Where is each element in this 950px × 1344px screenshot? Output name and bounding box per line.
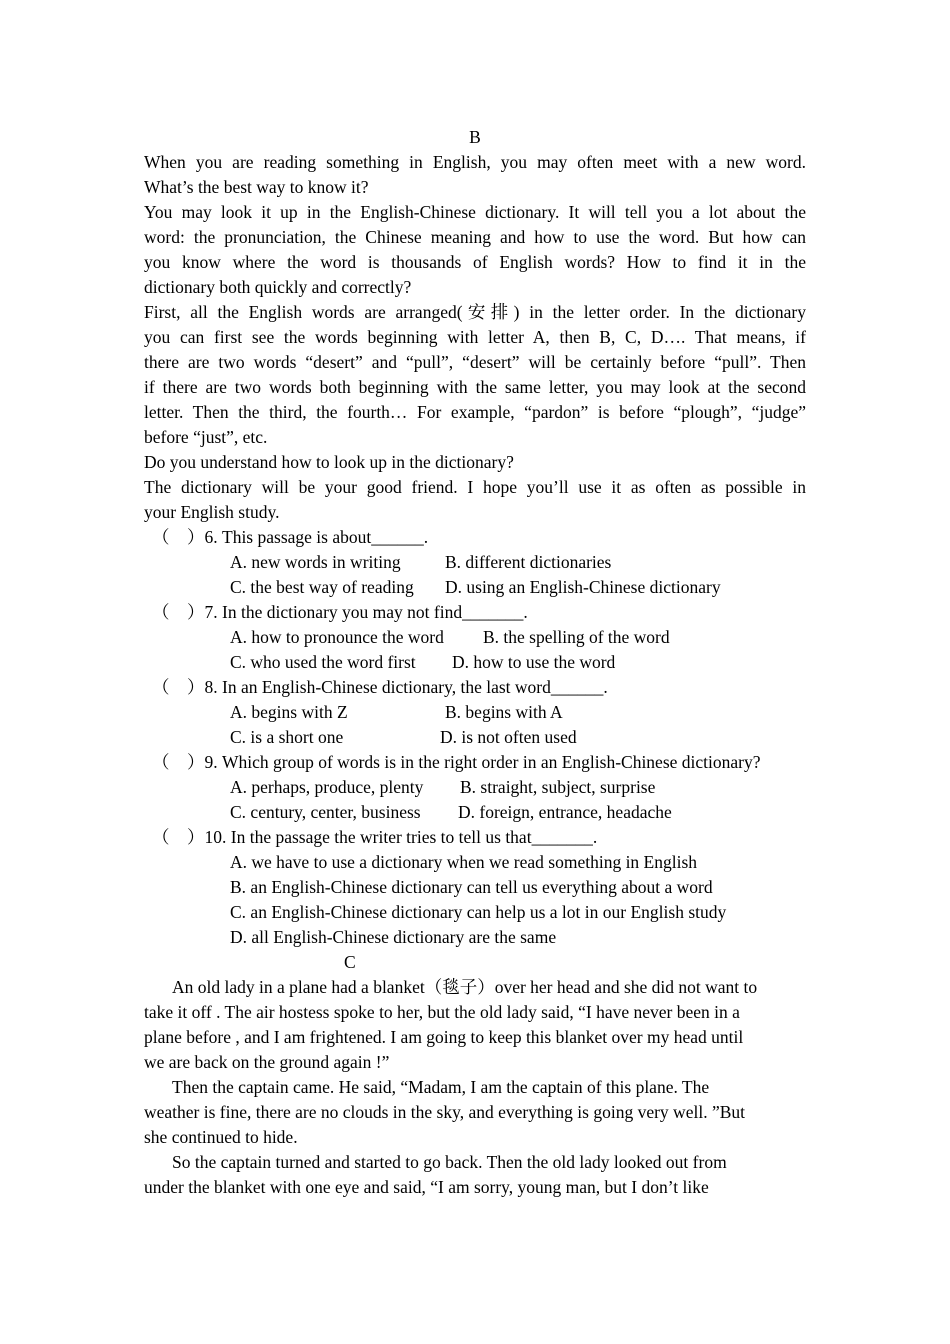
b-para3-line: you can first see the words beginning with letter A, then B, C, D…. That means, if [144, 327, 806, 347]
b-para2-line: dictionary both quickly and correctly? [144, 277, 412, 297]
section-c-heading: C [344, 952, 356, 972]
option-a: A. begins with Z [230, 702, 348, 722]
option-b: B. the spelling of the word [483, 627, 670, 647]
option-b: B. begins with A [445, 702, 563, 722]
c-para3-line: So the captain turned and started to go back. Then the old lady looked out from [172, 1152, 727, 1172]
question-7-options-row [144, 625, 806, 650]
b-para3-line: First, all the English words are arranged(安排) in the letter order. In the dictionary [144, 302, 806, 322]
question-8-stem: （ ）8. In an English-Chinese dictionary, the last word______. [152, 677, 608, 697]
document-page [144, 125, 806, 1200]
question-6-stem: （ ）6. This passage is about______. [152, 527, 429, 547]
question-6-options-row [144, 575, 806, 600]
question-8-options-row [144, 700, 806, 725]
option-c: C. who used the word first [230, 652, 416, 672]
b-para1-line: What’s the best way to know it? [144, 177, 369, 197]
question-7-options-row [144, 650, 806, 675]
c-para2-line: she continued to hide. [144, 1127, 298, 1147]
question-10-option-d: D. all English-Chinese dictionary are the same [230, 927, 557, 947]
c-para1-line: An old lady in a plane had a blanket（毯子）over her head and she did not want to [172, 977, 758, 997]
question-10-option-a: A. we have to use a dictionary when we read something in English [230, 852, 698, 872]
option-d: D. how to use the word [452, 652, 616, 672]
b-para5-line: your English study. [144, 502, 280, 522]
option-d: D. is not often used [440, 727, 577, 747]
question-6-options-row [144, 550, 806, 575]
option-d: D. foreign, entrance, headache [458, 802, 672, 822]
c-para2-line: weather is fine, there are no clouds in the sky, and everything is going very well. ”But [144, 1102, 745, 1122]
question-10-option-b: B. an English-Chinese dictionary can tell us everything about a word [230, 877, 713, 897]
c-para2-line: Then the captain came. He said, “Madam, I am the captain of this plane. The [172, 1077, 710, 1097]
b-para3-line: there are two words “desert” and “pull”, “desert” will be certainly before “pull”. Then [144, 352, 806, 372]
section-b-heading: B [469, 127, 481, 147]
question-8-options-row [144, 725, 806, 750]
question-7-stem: （ ）7. In the dictionary you may not find_______. [152, 602, 528, 622]
option-a: A. new words in writing [230, 552, 401, 572]
question-9-options-row [144, 800, 806, 825]
option-c: C. is a short one [230, 727, 344, 747]
question-9-options-row [144, 775, 806, 800]
question-10-option-c: C. an English-Chinese dictionary can help us a lot in our English study [230, 902, 727, 922]
option-b: B. straight, subject, surprise [460, 777, 656, 797]
b-para2-line: You may look it up in the English-Chinese dictionary. It will tell you a lot about the [144, 202, 806, 222]
b-para2-line: you know where the word is thousands of English words? How to find it in the [144, 252, 806, 272]
option-a: A. how to pronounce the word [230, 627, 444, 647]
option-c: C. century, center, business [230, 802, 421, 822]
question-9-stem: （ ）9. Which group of words is in the right order in an English-Chinese dictionary? [152, 752, 761, 772]
b-para2-line: word: the pronunciation, the Chinese meaning and how to use the word. But how can [144, 227, 806, 247]
c-para1-line: plane before , and I am frightened. I am going to keep this blanket over my head until [144, 1027, 744, 1047]
c-para1-line: take it off . The air hostess spoke to her, but the old lady said, “I have never been in a [144, 1002, 740, 1022]
option-a: A. perhaps, produce, plenty [230, 777, 424, 797]
c-para1-line: we are back on the ground again !” [144, 1052, 390, 1072]
option-c: C. the best way of reading [230, 577, 414, 597]
option-d: D. using an English-Chinese dictionary [445, 577, 721, 597]
b-para4-line: Do you understand how to look up in the dictionary? [144, 452, 514, 472]
b-para5-line: The dictionary will be your good friend. I hope you’ll use it as often as possible in [144, 477, 806, 497]
b-para3-line: before “just”, etc. [144, 427, 268, 447]
b-para1-line: When you are reading something in English, you may often meet with a new word. [144, 152, 806, 172]
option-b: B. different dictionaries [445, 552, 612, 572]
b-para3-line: if there are two words both beginning with the same letter, you may look at the second [144, 377, 806, 397]
question-10-stem: （ ）10. In the passage the writer tries to tell us that_______. [152, 827, 598, 847]
c-para3-line: under the blanket with one eye and said, “I am sorry, young man, but I don’t like [144, 1177, 709, 1197]
b-para3-line: letter. Then the third, the fourth… For example, “pardon” is before “plough”, “judge” [144, 402, 806, 422]
